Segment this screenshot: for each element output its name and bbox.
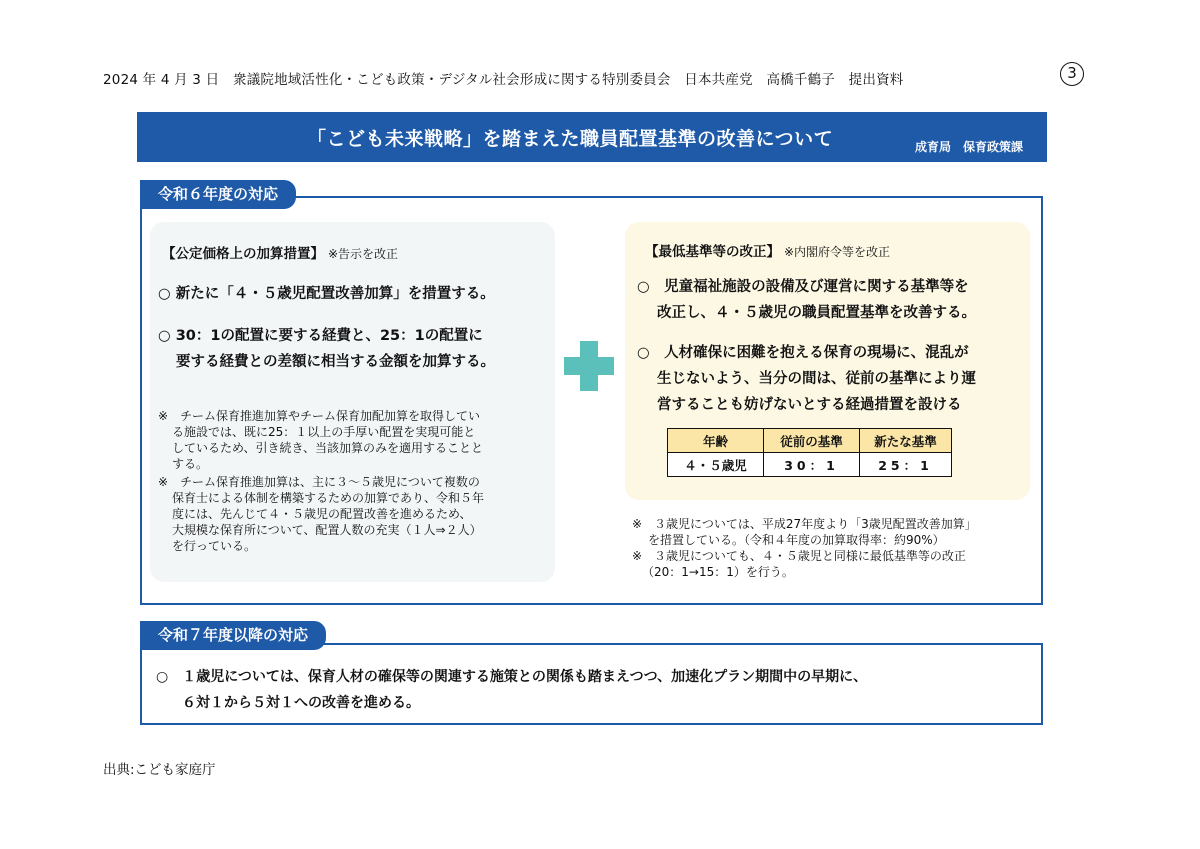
left-note-1-line: ※ チーム保育推進加算やチーム保育加配加算を取得してい (158, 409, 481, 423)
table-cell: ４・５歳児 (668, 453, 764, 477)
left-panel-heading (162, 242, 398, 262)
table-cell: 25：1 (860, 453, 952, 477)
left-note-2-line: ※ チーム保育推進加算は、主に３～５歳児について複数の (158, 475, 480, 489)
table-header-row (668, 429, 952, 453)
left-note-2-line: 保育士による体制を構築するための加算であり、令和５年 (172, 491, 485, 505)
plus-icon (580, 341, 598, 391)
left-note-1-line: る施設では、既に25：１以上の手厚い配置を実現可能と (172, 425, 476, 439)
left-panel-heading-text: 【公定価格上の加算措置】 (162, 246, 324, 262)
left-note-2 (158, 474, 484, 554)
left-bullet-2-line1: ○ 30：1の配置に要する経費と、25：1の配置に (158, 328, 483, 344)
left-bullet-2-line2: 要する経費との差額に相当する金額を加算する。 (176, 354, 495, 370)
bottom-note-line: ※ ３歳児についても、４・５歳児と同様に最低基準等の改正 (632, 549, 966, 563)
left-bullet-2 (158, 323, 495, 375)
left-note-1-line: する。 (172, 457, 209, 471)
bottom-note-line: を措置している。（令和４年度の加算取得率：約90%） (636, 533, 945, 547)
left-bullet-1: ○ 新たに「４・５歳児配置改善加算」を措置する。 (158, 286, 495, 302)
section-r7-bullet (156, 664, 867, 716)
document-title: 「こども未来戦略」を踏まえた職員配置基準の改善について (307, 128, 834, 150)
right-bottom-notes (632, 516, 977, 580)
left-note-2-line: を行っている。 (172, 539, 257, 553)
table-cell: 30：1 (764, 453, 860, 477)
staffing-standard-table (667, 428, 952, 477)
right-panel-heading-note: ※内閣府令等を改正 (784, 245, 891, 259)
right-bullet-1 (637, 274, 976, 326)
section-r7-bullet-line2: ６対１から５対１への改善を進める。 (182, 695, 420, 711)
left-panel-heading-note: ※告示を改正 (328, 247, 399, 261)
section-r7-tab: 令和７年度以降の対応 (140, 621, 326, 650)
bottom-note-line: （20：1→15：1）を行う。 (636, 565, 794, 579)
right-bullet-2-line2: 生じないよう、当分の間は、従前の基準により運 (657, 371, 976, 387)
section-r7-bullet-line1: ○ １歳児については、保育人材の確保等の関連する施策との関係も踏まえつつ、加速化プラン期間中の早期に、 (156, 669, 868, 685)
table-header-cell: 年齢 (668, 429, 764, 453)
table-row (668, 453, 952, 477)
table-header-cell: 新たな基準 (860, 429, 952, 453)
left-note-2-line: 度には、先んじて４・５歳児の配置改善を進めるため、 (172, 507, 472, 521)
right-bullet-2-line1: ○ 人材確保に困難を抱える保育の現場に、混乱が (637, 345, 969, 361)
table-header-cell: 従前の基準 (764, 429, 860, 453)
right-panel-heading (645, 240, 890, 260)
left-note-2-line: 大規模な保育所について、配置人数の充実（１人⇒２人） (172, 523, 482, 537)
section-r6-tab: 令和６年度の対応 (140, 180, 296, 209)
left-note-1 (158, 408, 483, 472)
right-bullet-1-line1: ○ 児童福祉施設の設備及び運営に関する基準等を (637, 279, 969, 295)
right-panel-heading-text: 【最低基準等の改正】 (645, 244, 780, 260)
page-number-badge: 3 (1060, 62, 1084, 86)
source-footer: 出典:こども家庭庁 (103, 762, 216, 778)
right-bullet-2-line3: 営することも妨げないとする経過措置を設ける (657, 397, 962, 413)
left-panel-kasan (150, 222, 555, 582)
document-header: 2024 年 4 月 3 日 衆議院地域活性化・こども政策・デジタル社会形成に関する特別委員会 日本共産党 高橋千鶴子 提出資料 (103, 72, 904, 88)
right-bullet-2 (637, 340, 976, 418)
bottom-note-line: ※ ３歳児については、平成27年度より「3歳児配置改善加算」 (632, 517, 977, 531)
title-bar (137, 112, 1047, 162)
department-label: 成育局 保育政策課 (915, 140, 1024, 154)
left-note-1-line: しているため、引き続き、当該加算のみを適用することと (172, 441, 484, 455)
right-bullet-1-line2: 改正し、４・５歳児の職員配置基準を改善する。 (657, 305, 976, 321)
